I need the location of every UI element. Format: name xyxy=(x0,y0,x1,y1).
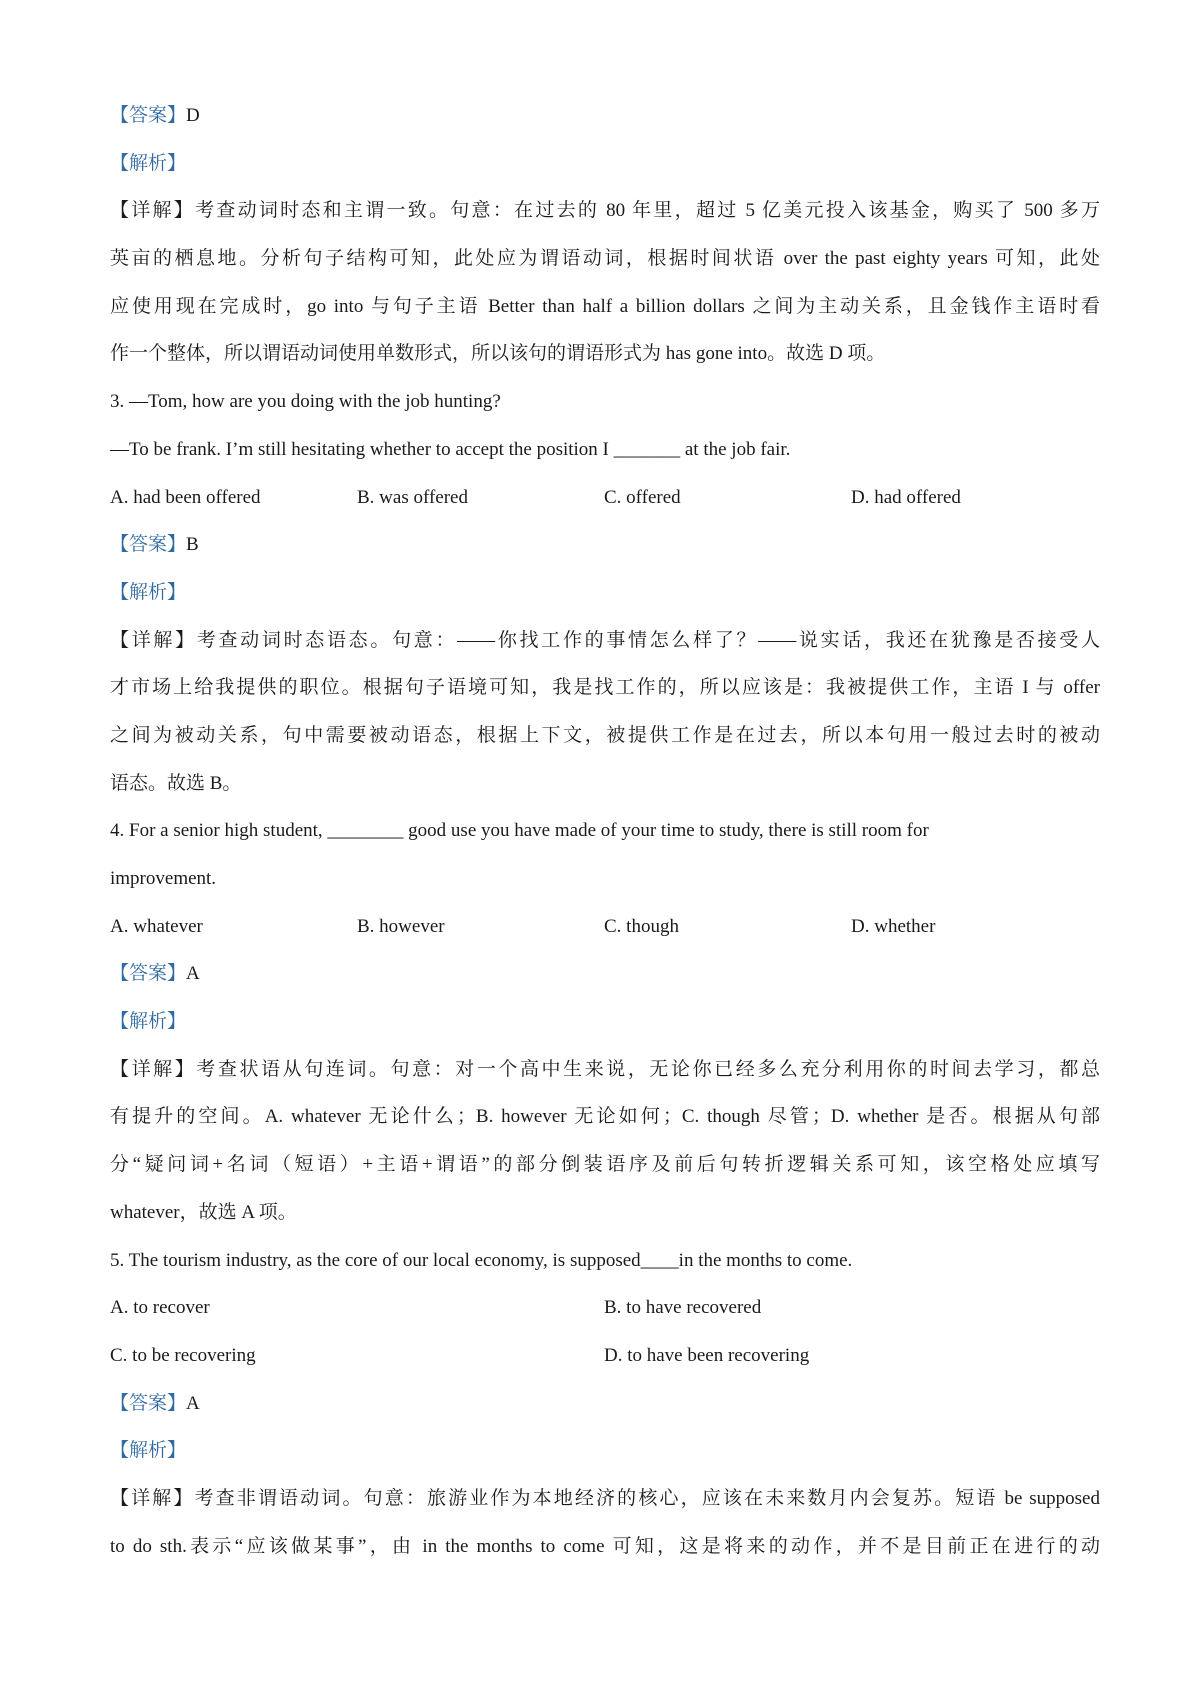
option-a: A. had been offered xyxy=(110,486,261,508)
detail-line: 应使用现在完成时，go into 与句子主语 Better than half a billion dollars 之间为主动关系，且金钱作主语时看 xyxy=(110,295,1100,317)
answer-line xyxy=(110,521,1100,569)
answer-label: 【答案】 xyxy=(110,1392,187,1414)
option-d: D. had offered xyxy=(851,486,961,508)
options-row xyxy=(110,474,1100,522)
options-row xyxy=(110,1332,1100,1380)
option-d: D. whether xyxy=(851,915,936,937)
detail-line: 语态。故选 B。 xyxy=(110,772,242,794)
answer-line xyxy=(110,92,1100,140)
options-row xyxy=(110,903,1100,951)
analysis-label: 【解析】 xyxy=(110,152,187,174)
question-stem: 5. The tourism industry, as the core of our local economy, is supposed____in the months to come. xyxy=(110,1249,853,1271)
document-page xyxy=(110,92,1100,1570)
answer-value: A xyxy=(186,963,200,985)
analysis-label: 【解析】 xyxy=(110,581,187,603)
answer-value: D xyxy=(186,105,200,126)
analysis-label: 【解析】 xyxy=(110,1011,187,1033)
option-b: B. to have recovered xyxy=(604,1297,762,1319)
option-c: C. offered xyxy=(604,486,681,508)
detail-line: 作一个整体，所以谓语动词使用单数形式，所以该句的谓语形式为 has gone into。故选 D 项。 xyxy=(110,343,886,365)
detail-line: 【详解】考查非谓语动词。句意：旅游业作为本地经济的核心，应该在未来数月内会复苏。短语 be supposed xyxy=(110,1487,1100,1509)
question-stem: —To be frank. I’m still hesitating whether to accept the position I _______ at the job fair. xyxy=(110,438,791,460)
answer-label: 【答案】 xyxy=(110,963,187,985)
option-c: C. to be recovering xyxy=(110,1344,256,1366)
options-row xyxy=(110,1284,1100,1332)
detail-line: 分“疑问词+名词（短语）+主语+谓语”的部分倒装语序及前后句转折逻辑关系可知，该空格处应填写 xyxy=(110,1154,1100,1176)
option-d: D. to have been recovering xyxy=(604,1344,810,1366)
option-c: C. though xyxy=(604,915,679,937)
detail-line: to do sth.表示“应该做某事”，由 in the months to come 可知，这是将来的动作，并不是目前正在进行的动 xyxy=(110,1535,1100,1557)
question-stem: improvement. xyxy=(110,868,217,889)
option-b: B. however xyxy=(357,915,445,937)
detail-line: 【详解】考查动词时态和主谓一致。句意：在过去的 80 年里，超过 5 亿美元投入该基金，购买了 500 多万 xyxy=(110,200,1100,222)
detail-line: 之间为被动关系，句中需要被动语态，根据上下文，被提供工作是在过去，所以本句用一般过去时的被动 xyxy=(110,724,1100,746)
answer-value: B xyxy=(186,534,199,556)
option-a: A. to recover xyxy=(110,1297,210,1319)
detail-line: 【详解】考查动词时态语态。句意：——你找工作的事情怎么样了？——说实话，我还在犹豫是否接受人 xyxy=(110,629,1100,651)
question-stem: 4. For a senior high student, ________ good use you have made of your time to study, there is still room for xyxy=(110,820,929,842)
detail-line: 英亩的栖息地。分析句子结构可知，此处应为谓语动词，根据时间状语 over the past eighty years 可知，此处 xyxy=(110,248,1100,270)
analysis-label: 【解析】 xyxy=(110,1440,187,1462)
question-stem: 3. —Tom, how are you doing with the job hunting? xyxy=(110,391,501,413)
answer-label: 【答案】 xyxy=(110,105,187,126)
option-a: A. whatever xyxy=(110,915,203,937)
answer-label: 【答案】 xyxy=(110,534,187,556)
detail-line: 有提升的空间。A. whatever 无论什么；B. however 无论如何；C. though 尽管；D. whether 是否。根据从句部 xyxy=(110,1106,1100,1128)
option-b: B. was offered xyxy=(357,486,468,508)
answer-value: A xyxy=(186,1392,200,1414)
answer-line xyxy=(110,1380,1100,1428)
detail-line: 【详解】考查状语从句连词。句意：对一个高中生来说，无论你已经多么充分利用你的时间去学习，都总 xyxy=(110,1058,1100,1080)
detail-line: whatever，故选 A 项。 xyxy=(110,1201,297,1223)
detail-line: 才市场上给我提供的职位。根据句子语境可知，我是找工作的，所以应该是：我被提供工作，主语 I 与 offer xyxy=(110,677,1100,699)
answer-line xyxy=(110,950,1100,998)
